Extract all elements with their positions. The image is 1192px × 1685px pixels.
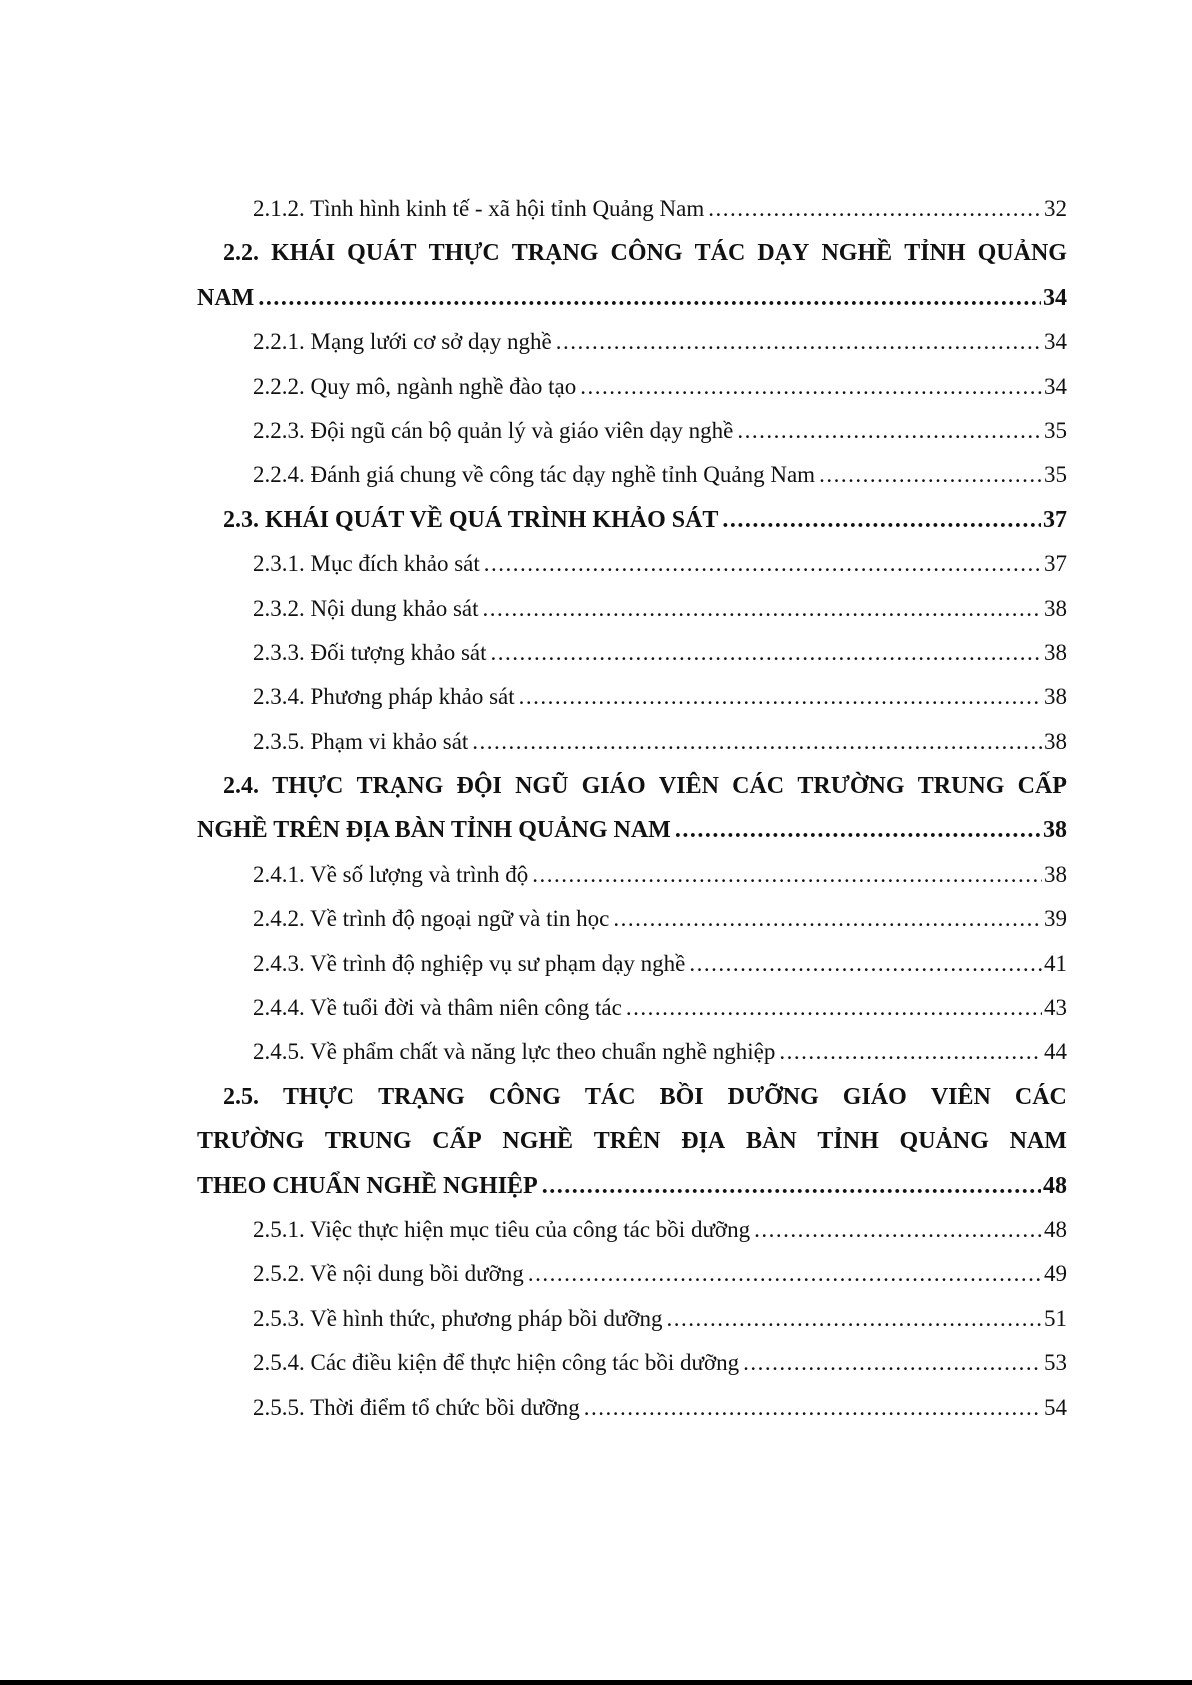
toc-entry-2-2-2[interactable] xyxy=(197,365,1067,409)
heading-word: GIÁO xyxy=(842,1083,907,1110)
dot-leader xyxy=(666,1297,1042,1341)
toc-entry-title: THEO CHUẨN NGHỀ NGHIỆP xyxy=(197,1172,538,1199)
toc-page-number: 34 xyxy=(1043,284,1067,311)
toc-entry-2-5-4[interactable] xyxy=(197,1341,1067,1385)
heading-word: NGHỀ xyxy=(502,1128,574,1155)
toc-page-number: 32 xyxy=(1044,196,1067,221)
dot-leader xyxy=(754,1208,1042,1252)
toc-page-number: 38 xyxy=(1044,861,1067,887)
heading-word: ĐỊA xyxy=(681,1128,726,1155)
toc-page-number: 38 xyxy=(1044,595,1067,621)
dot-leader xyxy=(675,808,1041,852)
table-of-contents xyxy=(197,187,1067,1430)
heading-word: BÀN xyxy=(746,1128,797,1155)
heading-word: BỒI xyxy=(659,1083,704,1110)
heading-word: TỈNH xyxy=(817,1128,879,1155)
heading-word: THỰC xyxy=(272,773,344,800)
toc-entry-2-5-1[interactable] xyxy=(197,1208,1067,1252)
toc-entry-title: NAM xyxy=(197,284,255,311)
toc-heading-2-2-line1[interactable] xyxy=(197,231,1067,275)
toc-entry-2-4-1[interactable] xyxy=(197,853,1067,897)
toc-entry-title: 2.4.1. Về số lượng và trình độ xyxy=(253,861,529,887)
toc-heading-2-5-line1[interactable] xyxy=(197,1075,1067,1119)
toc-entry-2-2-1[interactable] xyxy=(197,320,1067,364)
toc-entry-title: 2.3. KHÁI QUÁT VỀ QUÁ TRÌNH KHẢO SÁT xyxy=(223,506,719,533)
toc-entry-2-2-4[interactable] xyxy=(197,453,1067,497)
heading-word: TÁC xyxy=(584,1083,636,1110)
toc-entry-2-3-4[interactable] xyxy=(197,675,1067,719)
toc-entry-title: 2.2.4. Đánh giá chung về công tác dạy nghề tỉnh Quảng Nam xyxy=(253,462,816,488)
toc-entry-title: 2.3.2. Nội dung khảo sát xyxy=(253,595,479,621)
dot-leader xyxy=(483,587,1042,631)
heading-word: DẠY xyxy=(757,240,810,267)
toc-entry-title: 2.2.1. Mạng lưới cơ sở dạy nghề xyxy=(253,329,552,355)
dot-leader xyxy=(472,720,1042,764)
heading-word: TRƯỜNG xyxy=(197,1128,305,1155)
dot-leader xyxy=(737,409,1042,453)
toc-entry-title: 2.4.4. Về tuổi đời và thâm niên công tác xyxy=(253,995,622,1021)
toc-page-number: 37 xyxy=(1044,551,1067,577)
dot-leader xyxy=(779,1030,1042,1074)
heading-word: TRƯỜNG xyxy=(797,773,905,800)
toc-entry-2-4-2[interactable] xyxy=(197,897,1067,941)
heading-word: 2.2. xyxy=(223,240,259,267)
toc-page-number: 53 xyxy=(1044,1350,1067,1376)
toc-heading-2-4-line1[interactable] xyxy=(197,764,1067,808)
heading-word: VIÊN xyxy=(658,773,719,800)
heading-word: CÔNG xyxy=(488,1083,561,1110)
dot-leader xyxy=(722,498,1041,542)
toc-page-number: 44 xyxy=(1044,1039,1067,1065)
heading-word: CÁC xyxy=(1014,1083,1067,1110)
toc-entry-title: 2.5.2. Về nội dung bồi dưỡng xyxy=(253,1261,524,1287)
dot-leader xyxy=(743,1341,1042,1385)
heading-word: NGHỀ xyxy=(821,240,893,267)
heading-word: THỰC xyxy=(428,240,500,267)
toc-page-number: 39 xyxy=(1044,906,1067,932)
toc-entry-title: 2.5.4. Các điều kiện để thực hiện công tác bồi dưỡng xyxy=(253,1350,740,1376)
toc-page-number: 54 xyxy=(1044,1394,1067,1420)
heading-word: TRẠNG xyxy=(356,773,444,800)
toc-entry-2-2-3[interactable] xyxy=(197,409,1067,453)
dot-leader xyxy=(556,320,1042,364)
toc-entry-title: 2.4.3. Về trình độ nghiệp vụ sư phạm dạy nghề xyxy=(253,950,686,976)
toc-page-number: 49 xyxy=(1044,1261,1067,1287)
toc-entry-title: 2.4.5. Về phẩm chất và năng lực theo chuẩn nghề nghiệp xyxy=(253,1039,776,1065)
toc-entry-title: 2.3.5. Phạm vi khảo sát xyxy=(253,728,469,754)
heading-word: DƯỠNG xyxy=(727,1083,819,1110)
toc-heading-2-5-line3[interactable] xyxy=(197,1164,1067,1208)
heading-word: ĐỘI xyxy=(456,773,502,800)
toc-heading-2-2-line2[interactable] xyxy=(197,276,1067,320)
toc-page-number: 38 xyxy=(1043,817,1067,844)
toc-entry-2-3-2[interactable] xyxy=(197,587,1067,631)
toc-entry-2-3-5[interactable] xyxy=(197,720,1067,764)
toc-page-number: 35 xyxy=(1044,462,1067,488)
dot-leader xyxy=(626,986,1042,1030)
toc-heading-2-4-line2[interactable] xyxy=(197,808,1067,852)
dot-leader xyxy=(819,453,1042,497)
toc-entry-2-4-5[interactable] xyxy=(197,1030,1067,1074)
dot-leader xyxy=(484,542,1042,586)
toc-page-number: 51 xyxy=(1044,1305,1067,1331)
toc-page-number: 37 xyxy=(1043,506,1067,533)
heading-word: CẤP xyxy=(432,1128,482,1155)
heading-word: QUẢNG xyxy=(977,240,1067,267)
heading-word: TRẠNG xyxy=(378,1083,465,1110)
toc-entry-title: 2.2.3. Đội ngũ cán bộ quản lý và giáo viên dạy nghề xyxy=(253,417,734,443)
toc-entry-title: 2.3.3. Đối tượng khảo sát xyxy=(253,639,487,665)
heading-word: TỈNH xyxy=(904,240,966,267)
heading-word: QUẢNG xyxy=(899,1128,989,1155)
toc-entry-title: 2.5.1. Việc thực hiện mục tiêu của công tác bồi dưỡng xyxy=(253,1216,751,1242)
heading-word: 2.5. xyxy=(223,1083,259,1110)
toc-entry-title: 2.3.1. Mục đích khảo sát xyxy=(253,551,480,577)
toc-page-number: 34 xyxy=(1044,373,1067,399)
toc-page-number: 38 xyxy=(1044,728,1067,754)
dot-leader xyxy=(689,942,1042,986)
toc-page-number: 38 xyxy=(1044,684,1067,710)
heading-word: CÔNG xyxy=(610,240,683,267)
page-bottom-border xyxy=(0,1680,1192,1685)
toc-entry-title: 2.5.3. Về hình thức, phương pháp bồi dưỡng xyxy=(253,1305,663,1331)
toc-entry-2-4-3[interactable] xyxy=(197,942,1067,986)
toc-entry-2-3-3[interactable] xyxy=(197,631,1067,675)
toc-entry-2-5-5[interactable] xyxy=(197,1386,1067,1430)
toc-heading-2-3[interactable] xyxy=(197,498,1067,542)
toc-page-number: 48 xyxy=(1043,1172,1067,1199)
dot-leader xyxy=(532,853,1042,897)
dot-leader xyxy=(528,1252,1042,1296)
dot-leader xyxy=(708,187,1042,231)
heading-word: TRẠNG xyxy=(511,240,599,267)
heading-word: TÁC xyxy=(694,240,746,267)
heading-word: KHÁI xyxy=(271,240,336,267)
heading-word: 2.4. xyxy=(223,773,259,800)
heading-word: QUÁT xyxy=(347,240,417,267)
toc-entry-2-5-2[interactable] xyxy=(197,1252,1067,1296)
heading-word: TRUNG xyxy=(324,1128,412,1155)
toc-entry-title: 2.5.5. Thời điểm tổ chức bồi dưỡng xyxy=(253,1394,580,1420)
toc-entry-2-3-1[interactable] xyxy=(197,542,1067,586)
heading-word: CÁC xyxy=(732,773,785,800)
toc-page-number: 38 xyxy=(1044,639,1067,665)
dot-leader xyxy=(580,365,1042,409)
dot-leader xyxy=(613,897,1042,941)
toc-page-number: 48 xyxy=(1044,1216,1067,1242)
toc-entry-title: NGHỀ TRÊN ĐỊA BÀN TỈNH QUẢNG NAM xyxy=(197,817,671,844)
dot-leader xyxy=(491,631,1042,675)
toc-entry-2-1-2[interactable] xyxy=(197,187,1067,231)
heading-word: THỰC xyxy=(283,1083,355,1110)
toc-entry-title: 2.2.2. Quy mô, ngành nghề đào tạo xyxy=(253,373,577,399)
heading-word: GIÁO xyxy=(581,773,646,800)
heading-word: CẤP xyxy=(1017,773,1067,800)
dot-leader xyxy=(542,1164,1041,1208)
toc-page-number: 35 xyxy=(1044,417,1067,443)
heading-word: NAM xyxy=(1009,1128,1067,1155)
heading-word: NGŨ xyxy=(515,773,569,800)
dot-leader xyxy=(258,276,1041,320)
toc-entry-2-4-4[interactable] xyxy=(197,986,1067,1030)
toc-entry-title: 2.3.4. Phương pháp khảo sát xyxy=(253,684,515,710)
heading-word: TRÊN xyxy=(593,1128,661,1155)
toc-page-number: 41 xyxy=(1044,950,1067,976)
dot-leader xyxy=(519,675,1042,719)
heading-word: VIÊN xyxy=(930,1083,991,1110)
toc-entry-2-5-3[interactable] xyxy=(197,1297,1067,1341)
toc-entry-title: 2.1.2. Tình hình kinh tế - xã hội tỉnh Quảng Nam xyxy=(253,196,705,221)
heading-word: TRUNG xyxy=(917,773,1005,800)
toc-entry-title: 2.4.2. Về trình độ ngoại ngữ và tin học xyxy=(253,906,610,932)
toc-page-number: 34 xyxy=(1044,329,1067,355)
dot-leader xyxy=(584,1386,1042,1430)
toc-page-number: 43 xyxy=(1044,995,1067,1021)
toc-heading-2-5-line2[interactable] xyxy=(197,1119,1067,1163)
